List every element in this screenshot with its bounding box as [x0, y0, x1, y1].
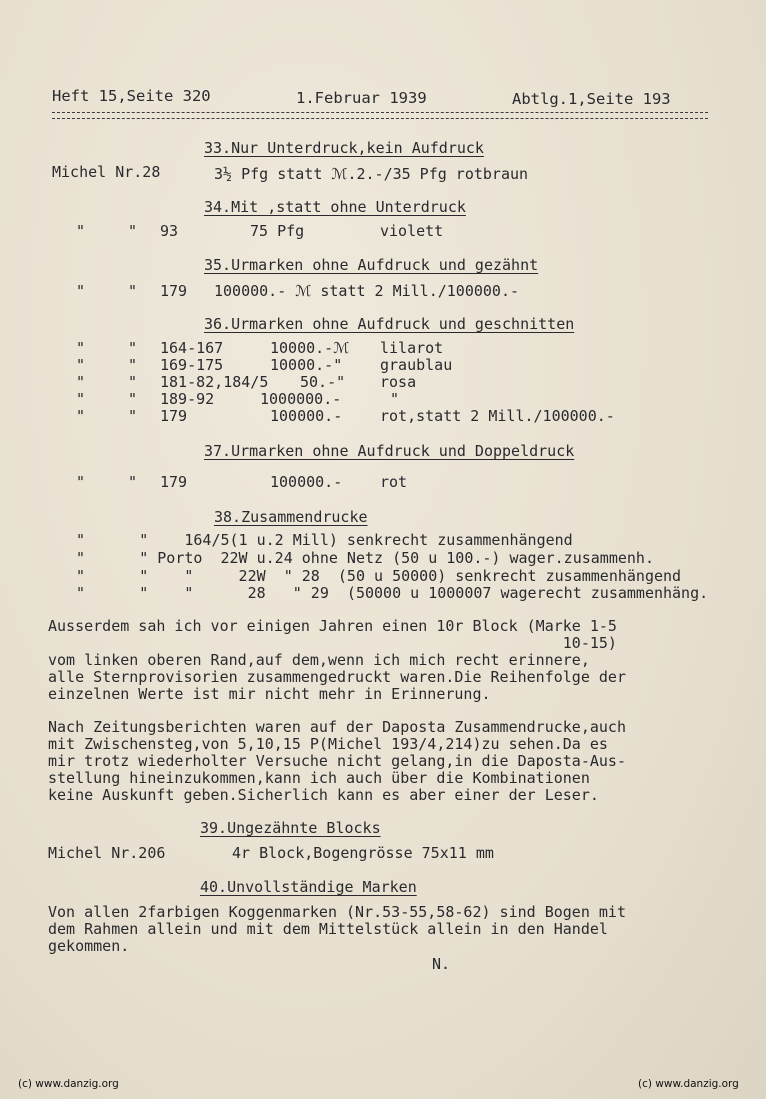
section-40-line: Von allen 2farbigen Koggenmarken (Nr.53-55,58-62) sind Bogen mit	[48, 903, 626, 921]
s36-row-ditto: "	[128, 339, 138, 357]
section-33-title: 33.Nur Unterdruck,kein Aufdruck	[204, 139, 484, 157]
section-38-title: 38.Zusammendrucke	[214, 508, 368, 526]
s36-row-ditto: "	[76, 407, 86, 425]
signature: N.	[432, 955, 451, 973]
section-34-color: violett	[380, 222, 444, 240]
section-35-text: 100000.- ℳ statt 2 Mill./100000.-	[214, 282, 520, 300]
section-37-nr: 179	[160, 473, 188, 491]
section-33-prefix: Michel Nr.28	[52, 163, 161, 181]
section-40-title: 40.Unvollständige Marken	[200, 878, 417, 896]
footer-copyright-right: (c) www.danzig.org	[638, 1078, 739, 1090]
paragraph-1-line: vom linken oberen Rand,auf dem,wenn ich mich recht erinnere,	[48, 651, 590, 669]
section-33-text: 3½ Pfg statt ℳ.2.-/35 Pfg rotbraun	[214, 165, 529, 183]
section-39-prefix: Michel Nr.206	[48, 844, 166, 862]
s36-row-ditto: "	[76, 356, 86, 374]
section-34-title: 34.Mit ,statt ohne Unterdruck	[204, 198, 466, 216]
s36-row-desc: rosa	[380, 373, 417, 391]
footer-copyright-left: (c) www.danzig.org	[18, 1078, 119, 1090]
s36-row-ditto: "	[128, 407, 138, 425]
s36-row-desc: "	[390, 390, 400, 408]
s38-row: " " " 22W " 28 (50 u 50000) senkrecht zusammenhängend	[76, 567, 682, 585]
s36-row-value: 50.-"	[300, 373, 346, 391]
s36-row-nr: 181-82,184/5	[160, 373, 269, 391]
section-34-value: 75 Pfg	[250, 222, 305, 240]
paragraph-2-line: Nach Zeitungsberichten waren auf der Daposta Zusammendrucke,auch	[48, 718, 626, 736]
paragraph-1-line: 10-15)	[48, 634, 617, 652]
s36-row-value: 10000.-"	[270, 356, 343, 374]
section-37-value: 100000.-	[270, 473, 343, 491]
section-37-desc: rot	[380, 473, 408, 491]
s38-row: " " 164/5(1 u.2 Mill) senkrecht zusammenhängend	[76, 531, 573, 549]
s36-row-nr: 169-175	[160, 356, 224, 374]
header-date: 1.Februar 1939	[296, 89, 427, 107]
section-35-title: 35.Urmarken ohne Aufdruck und gezähnt	[204, 256, 539, 274]
section-39-title: 39.Ungezähnte Blocks	[200, 819, 381, 837]
s38-row: " " Porto 22W u.24 ohne Netz (50 u 100.-) wager.zusammenh.	[76, 549, 654, 567]
s36-row-ditto: "	[128, 356, 138, 374]
s36-row-nr: 179	[160, 407, 188, 425]
section-35-ditto-1: "	[76, 282, 86, 300]
s36-row-ditto: "	[128, 390, 138, 408]
s36-row-ditto: "	[76, 339, 86, 357]
paragraph-2-line: keine Auskunft geben.Sicherlich kann es aber einer der Leser.	[48, 786, 599, 804]
section-35-ditto-2: "	[128, 282, 138, 300]
section-37-ditto-1: "	[76, 473, 86, 491]
paragraph-1-line: Ausserdem sah ich vor einigen Jahren einen 10r Block (Marke 1-5	[48, 617, 617, 635]
s36-row-value: 1000000.-	[260, 390, 342, 408]
s36-row-ditto: "	[76, 390, 86, 408]
s36-row-ditto: "	[128, 373, 138, 391]
section-40-line: dem Rahmen allein und mit dem Mittelstück allein in den Handel	[48, 920, 608, 938]
s38-row: " " " 28 " 29 (50000 u 1000007 wagerecht zusammenhäng.	[76, 584, 709, 602]
section-35-nr: 179	[160, 282, 188, 300]
s36-row-nr: 164-167	[160, 339, 224, 357]
header-abteilung: Abtlg.1,Seite 193	[512, 90, 671, 108]
header-heft: Heft 15,Seite 320	[52, 87, 211, 105]
section-36-title: 36.Urmarken ohne Aufdruck und geschnitten	[204, 315, 575, 333]
paragraph-2-line: stellung hineinzukommen,kann ich auch über die Kombinationen	[48, 769, 590, 787]
section-34-ditto-2: "	[128, 222, 138, 240]
section-34-nr: 93	[160, 222, 179, 240]
paragraph-2-line: mir trotz wiederholter Versuche nicht gelang,in die Daposta-Aus-	[48, 752, 626, 770]
s36-row-nr: 189-92	[160, 390, 215, 408]
section-37-ditto-2: "	[128, 473, 138, 491]
section-40-line: gekommen.	[48, 937, 130, 955]
s36-row-value: 10000.-ℳ	[270, 339, 350, 357]
header-rule	[52, 112, 708, 119]
section-39-text: 4r Block,Bogengrösse 75x11 mm	[232, 844, 494, 862]
s36-row-desc: rot,statt 2 Mill./100000.-	[380, 407, 615, 425]
s36-row-ditto: "	[76, 373, 86, 391]
s36-row-value: 100000.-	[270, 407, 343, 425]
section-37-title: 37.Urmarken ohne Aufdruck und Doppeldruck	[204, 442, 575, 460]
paragraph-1-line: einzelnen Werte ist mir nicht mehr in Erinnerung.	[48, 685, 491, 703]
paragraph-1-line: alle Sternprovisorien zusammengedruckt waren.Die Reihenfolge der	[48, 668, 626, 686]
s36-row-desc: lilarot	[380, 339, 444, 357]
s36-row-desc: graublau	[380, 356, 453, 374]
paragraph-2-line: mit Zwischensteg,von 5,10,15 P(Michel 193/4,214)zu sehen.Da es	[48, 735, 608, 753]
section-34-ditto-1: "	[76, 222, 86, 240]
